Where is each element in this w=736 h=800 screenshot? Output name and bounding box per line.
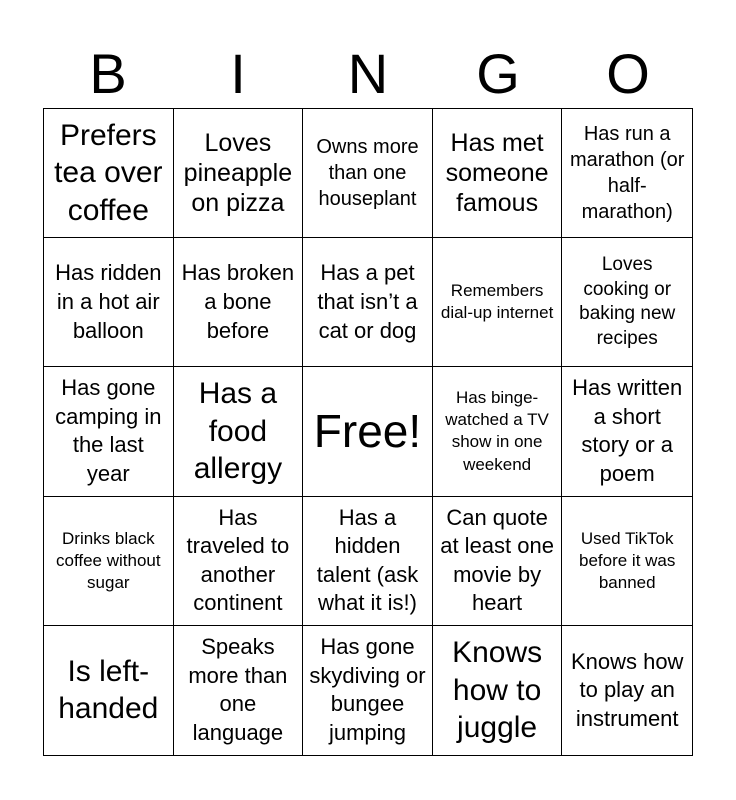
bingo-cell[interactable]: [44, 238, 174, 367]
bingo-cell[interactable]: [433, 367, 563, 496]
header-letter-i: I: [230, 42, 246, 105]
cell-text: Loves cooking or baking new recipes: [579, 253, 676, 349]
cell-text: Has written a short story or a poem: [572, 375, 683, 487]
bingo-cell[interactable]: [303, 497, 433, 626]
bingo-cell[interactable]: [562, 109, 692, 238]
bingo-cell[interactable]: [174, 497, 304, 626]
bingo-cell[interactable]: [303, 109, 433, 238]
cell-text: Prefers tea over coffee: [54, 118, 163, 227]
bingo-cell[interactable]: [562, 367, 692, 496]
bingo-cell[interactable]: [433, 238, 563, 367]
cell-text: Has binge-watched a TV show in one weekend: [445, 388, 549, 474]
cell-text: Drinks black coffee without sugar: [56, 528, 161, 592]
bingo-cell-free[interactable]: [303, 367, 433, 496]
cell-text: Has gone skydiving or bungee jumping: [309, 634, 426, 745]
cell-text: Is left-handed: [58, 654, 159, 726]
cell-text: Has broken a bone before: [181, 260, 295, 343]
bingo-cell[interactable]: [303, 238, 433, 367]
bingo-cell[interactable]: [562, 626, 692, 755]
bingo-cell[interactable]: [303, 626, 433, 755]
header-letter-b: B: [89, 42, 127, 105]
bingo-cell[interactable]: [562, 497, 692, 626]
header-letter-g: G: [476, 42, 520, 105]
bingo-cell[interactable]: [433, 626, 563, 755]
cell-text: Has a hidden talent (ask what it is!): [316, 504, 419, 616]
cell-text: Can quote at least one movie by heart: [440, 504, 554, 616]
bingo-cell[interactable]: [433, 497, 563, 626]
bingo-cell[interactable]: [174, 626, 304, 755]
bingo-cell[interactable]: [44, 109, 174, 238]
cell-text: Owns more than one houseplant: [316, 136, 419, 211]
cell-text: Used TikTok before it was banned: [579, 528, 676, 592]
cell-text: Has a food allergy: [193, 377, 283, 486]
bingo-cell[interactable]: [562, 238, 692, 367]
cell-text: Has gone camping in the last year: [55, 375, 162, 487]
header-letter-n: N: [347, 42, 389, 105]
bingo-grid: [43, 108, 693, 756]
bingo-header: [43, 40, 693, 108]
cell-text: Knows how to juggle: [452, 636, 543, 745]
cell-text: Has met someone famous: [445, 129, 549, 218]
bingo-cell[interactable]: [44, 497, 174, 626]
bingo-cell[interactable]: [174, 109, 304, 238]
cell-text: Remembers dial-up internet: [440, 281, 554, 323]
free-space-text: Free!: [313, 405, 422, 458]
bingo-cell[interactable]: [44, 626, 174, 755]
cell-text: Has ridden in a hot air balloon: [55, 260, 162, 343]
cell-text: Has traveled to another continent: [186, 504, 290, 616]
cell-text: Loves pineapple on pizza: [183, 129, 293, 218]
cell-text: Has run a marathon (or half-marathon): [569, 123, 685, 224]
header-letter-o: O: [606, 42, 650, 105]
bingo-cell[interactable]: [174, 238, 304, 367]
cell-text: Has a pet that isn’t a cat or dog: [317, 260, 418, 343]
bingo-cell[interactable]: [174, 367, 304, 496]
bingo-cell[interactable]: [433, 109, 563, 238]
bingo-cell[interactable]: [44, 367, 174, 496]
cell-text: Speaks more than one language: [188, 634, 288, 745]
cell-text: Knows how to play an instrument: [570, 648, 684, 731]
